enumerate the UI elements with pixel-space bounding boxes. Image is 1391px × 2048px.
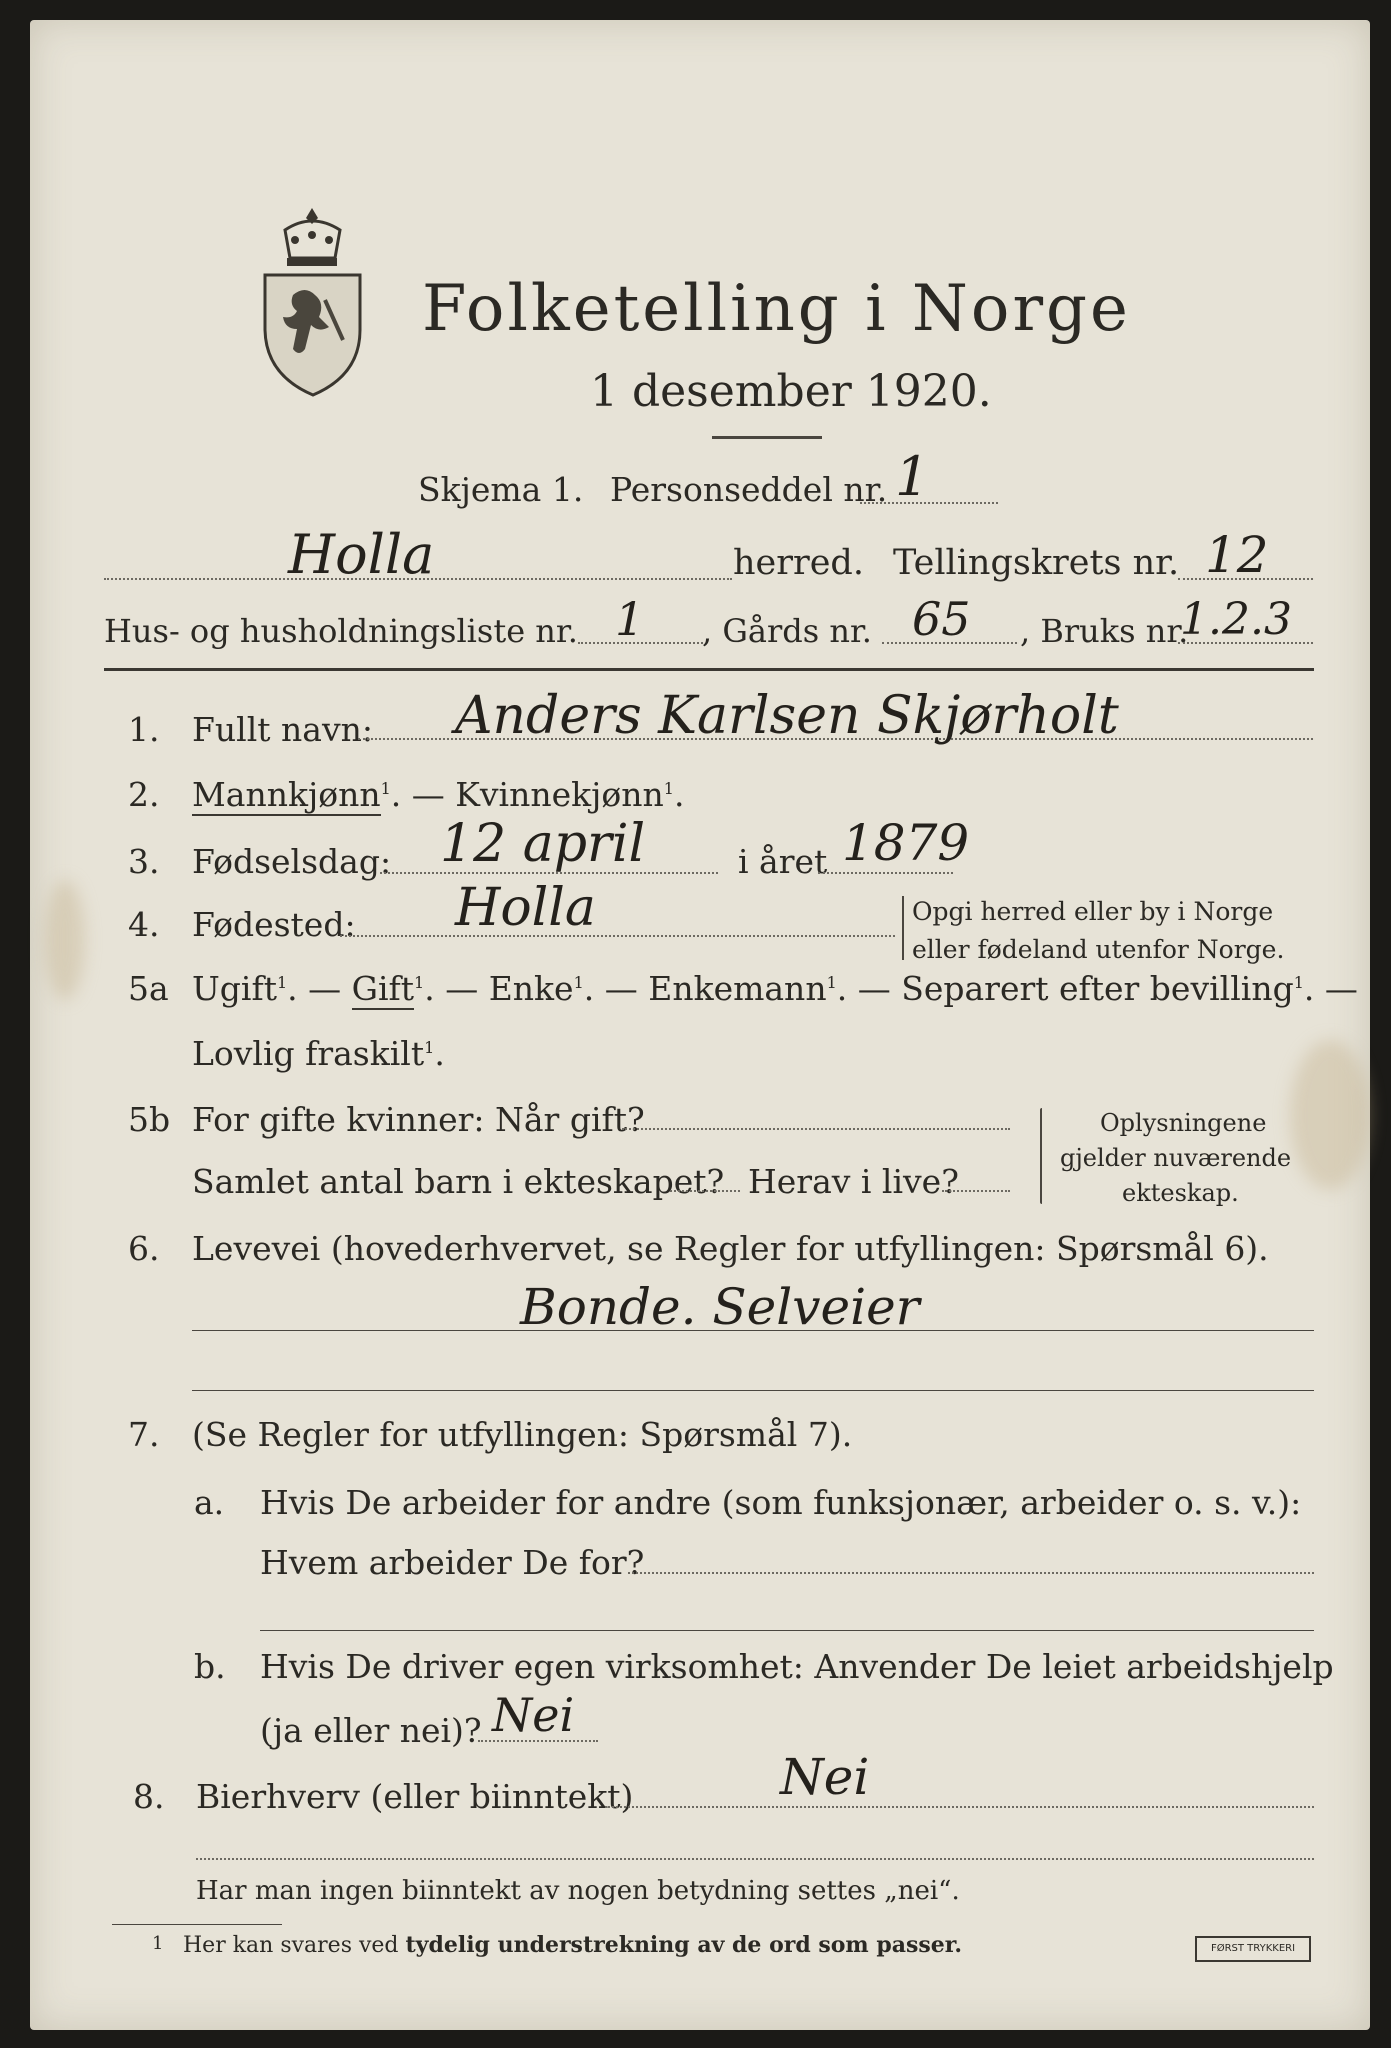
q6-occupation: Bonde. Selveier [520,1278,920,1336]
q5b-children-field-line [670,1190,740,1192]
form-title: Folketelling i Norge [422,272,1131,346]
q3-label: Fødselsdag: [192,842,392,881]
q2-options-line [192,775,685,814]
q2-male-option: Mannkjønn [192,775,381,814]
q8-number: 8. [133,1777,165,1816]
q5b-note-line-1: Oplysningene [1100,1109,1267,1137]
q5a-trailing-dash: — [1324,969,1358,1008]
q4-note-brace [902,896,904,960]
q5a-footnote-mark: 1 [414,973,425,992]
q7a-letter: a. [194,1483,225,1522]
q4-note-line-1: Opgi herred eller by i Norge [912,897,1274,926]
q5b-children-label: Samlet antal barn i ekteskapet? [192,1162,725,1201]
q2-number: 2. [128,775,160,814]
q6-field-line-2 [192,1390,1314,1391]
q3-number: 3. [128,842,160,881]
q7b-question: (ja eller nei)? [260,1711,482,1750]
q5a-separert: — Separert efter bevilling [857,969,1294,1008]
q3-birth-date: 12 april [440,814,646,874]
q5b-married-field-line [622,1128,1010,1130]
q5b-note-line-2: gjelder nuværende [1060,1144,1292,1172]
q2-female-option: Kvinnekjønn [455,775,664,814]
q5b-alive-field-line [942,1190,1010,1192]
census-date: 1 desember 1920. [590,366,992,417]
q3-birth-year: 1879 [842,814,970,872]
bruks-label: , Bruks nr. [1020,612,1189,650]
q7-label: (Se Regler for utfyllingen: Spørsmål 7). [192,1415,853,1454]
q7a-field-line [628,1572,1314,1574]
coat-of-arms-icon [255,200,370,400]
tellingskrets-label: Tellingskrets nr. [893,543,1180,583]
footnote-number: 1 [152,1933,164,1954]
paper-stain [1290,1040,1370,1190]
q8-label: Bierhverv (eller biinntekt) [196,1777,634,1816]
q7-number: 7. [128,1415,160,1454]
q3-year-field-line [818,872,953,874]
tellingskrets-number: 12 [1205,526,1269,584]
q5a-footnote-mark: 1 [276,973,288,992]
q5a-footnote-mark: 1 [826,973,837,992]
q5a-gift: Gift [351,969,415,1008]
q7b-answer: Nei [492,1688,575,1742]
q5b-note-brace [1040,1108,1042,1204]
q5a-enkemann: — Enkemann [604,969,827,1008]
bruks-number: 1.2.3 [1180,594,1292,645]
q4-note-line-2: eller fødeland utenfor Norge. [912,935,1285,964]
q8-answer: Nei [780,1748,870,1806]
q2-footnote-mark: 1 [380,779,391,798]
q2-separator: . — [390,775,445,814]
q5a-line-2: Lovlig fraskilt$^1$. [192,1034,445,1073]
personseddel-label: Personseddel nr. [610,470,888,509]
q5a-number: 5a [128,969,169,1008]
q4-number: 4. [128,905,160,944]
q5b-line-1: For gifte kvinner: Når gift? [192,1100,645,1139]
q5a-enke: — Enke [445,969,574,1008]
herred-label: herred. [733,543,864,583]
q7b-text: Hvis De driver egen virksomhet: Anvender De leiet arbeidshjelp [260,1647,1334,1686]
paper-stain [45,880,85,1000]
q7a-text: Hvis De arbeider for andre (som funksjonær, arbeider o. s. v.): [260,1483,1302,1522]
footer-note: Har man ingen biinntekt av nogen betydning settes „nei“. [196,1876,960,1906]
footnote-text [183,1934,962,1957]
q5a-footnote-mark: 1 [1293,973,1304,992]
q5a-footnote-mark: 1 [573,973,584,992]
footnote-text-b: tydelig understrekning av de ord som passer. [405,1932,963,1958]
herred-value: Holla [288,523,435,586]
q5b-note-line-3: ekteskap. [1122,1179,1239,1207]
q7a-field-line-2 [260,1630,1314,1631]
q1-full-name: Anders Karlsen Skjørholt [455,686,1119,746]
header-divider [104,668,1314,671]
q6-label: Levevei (hovederhvervet, se Regler for utfyllingen: Spørsmål 6). [192,1229,1269,1268]
personseddel-number: 1 [895,445,930,508]
q3-year-label: i året [738,842,828,881]
q4-label: Fødested: [192,905,356,944]
q8-field-line-2 [196,1858,1314,1860]
q7a-question: Hvem arbeider De for? [260,1543,645,1582]
q2-footnote-mark: 1 [663,779,674,798]
husliste-label: Hus- og husholdningsliste nr. [104,612,578,650]
q8-field-line [605,1806,1314,1808]
title-underline [712,436,822,439]
q4-field-line [340,935,895,937]
husliste-number: 1 [615,592,645,646]
q2-end: . [673,775,685,814]
q5b-alive-label: Herav i live? [748,1162,959,1201]
q4-birthplace: Holla [455,878,596,938]
q7b-letter: b. [194,1647,226,1686]
gards-label: , Gårds nr. [702,612,872,650]
footnote-rule [112,1924,282,1925]
q1-label: Fullt navn: [192,710,373,749]
q5a-footnote-mark: 1 [424,1038,435,1057]
q5a-ugift: Ugift [192,969,277,1008]
q5a-options-line: Ugift$^1$. — Gift$^1$. — Enke$^1$. — Enkemann$^1$. — Separert efter bevilling$^1$. — [192,969,1358,1008]
skjema-label: Skjema 1. [418,470,584,509]
q6-number: 6. [128,1229,160,1268]
q5a-lovlig-fraskilt: Lovlig fraskilt [192,1034,425,1073]
footnote-text-a: Her kan svares ved [183,1933,399,1958]
printer-stamp: FØRST TRYKKERI [1195,1936,1311,1962]
q1-number: 1. [128,710,160,749]
q5b-number: 5b [128,1100,171,1139]
gards-number: 65 [912,592,971,646]
